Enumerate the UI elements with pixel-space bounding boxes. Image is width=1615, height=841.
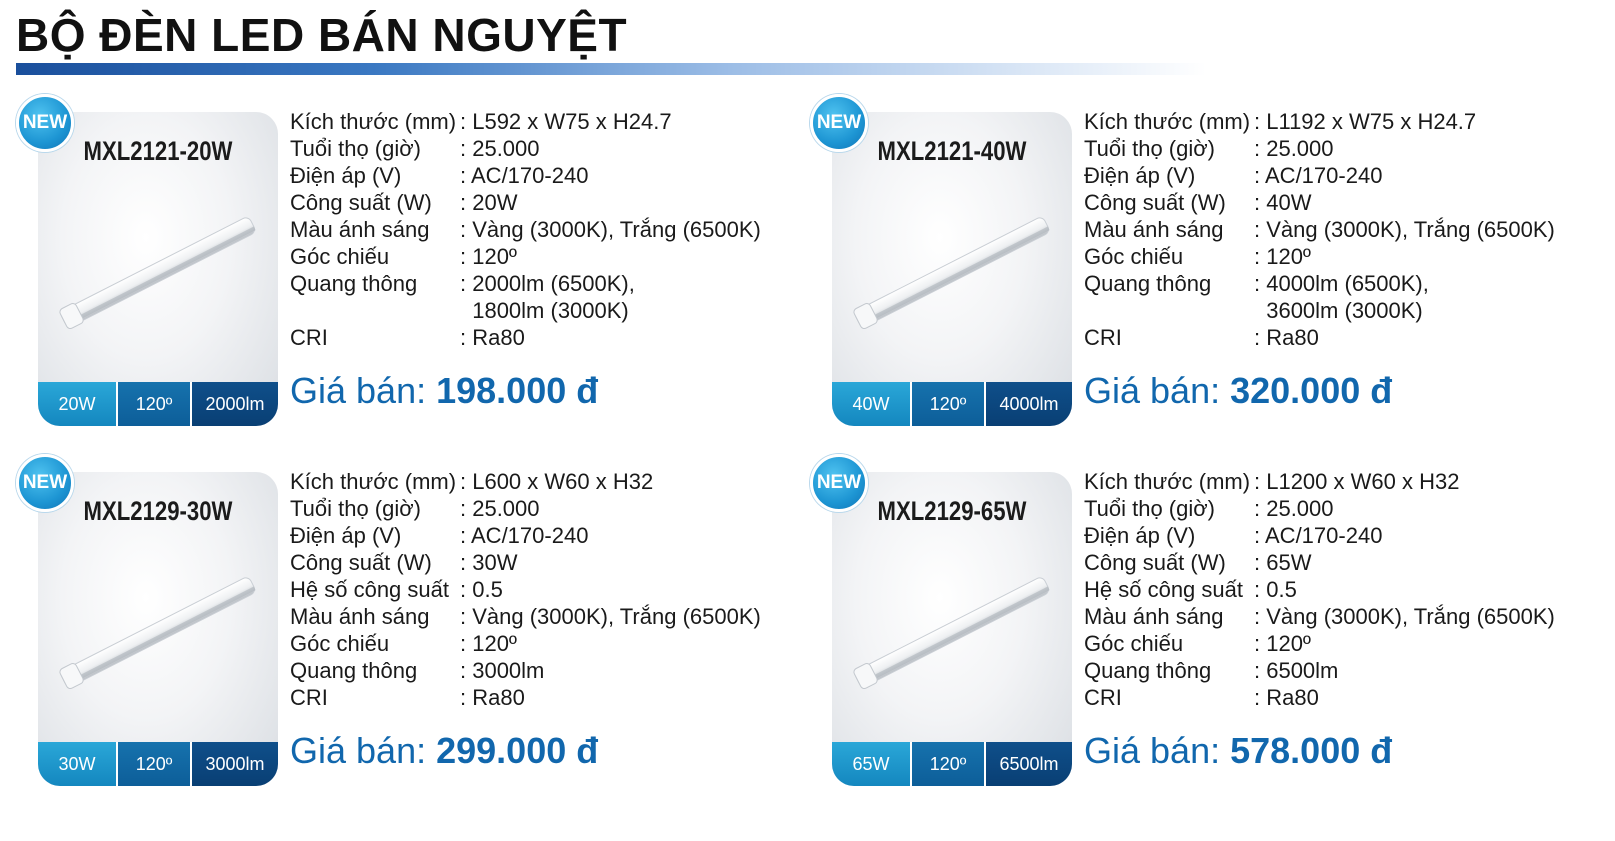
spec-label: Màu ánh sáng [1084, 217, 1224, 242]
spec-label: Tuổi thọ (giờ) [1084, 136, 1215, 161]
led-tube-light-image [842, 197, 1062, 347]
led-tube-light-image [842, 557, 1062, 707]
spec-label: Quang thông [1084, 271, 1212, 296]
title-underline-bar [16, 63, 1206, 75]
strip-wattage: 40W [832, 382, 910, 426]
product-model-name: MXL2121-20W [83, 136, 233, 166]
spec-label: Điện áp (V) [1084, 163, 1196, 188]
spec-row [290, 162, 761, 189]
strip-wattage: 65W [832, 742, 910, 786]
spec-value: : 120º [1254, 244, 1311, 269]
product-model-name: MXL2129-30W [83, 496, 233, 526]
spec-label: Tuổi thọ (giờ) [290, 496, 421, 521]
spec-strip [38, 742, 278, 786]
spec-row [1084, 522, 1555, 549]
spec-row [290, 549, 761, 576]
spec-row [1084, 603, 1555, 630]
spec-row [290, 657, 761, 684]
product-card [810, 454, 1590, 784]
spec-label: CRI [290, 685, 328, 710]
spec-value: : 25.000 [460, 496, 540, 521]
price-amount: 320.000 đ [1230, 370, 1393, 411]
strip-lumen: 2000lm [190, 382, 278, 426]
spec-value: : 3000lm [460, 658, 545, 683]
price-label: Giá bán: [1084, 730, 1221, 771]
spec-label: Công suất (W) [1084, 190, 1226, 215]
spec-label: CRI [1084, 685, 1122, 710]
spec-row [1084, 630, 1555, 657]
spec-list [290, 468, 761, 711]
spec-label: Điện áp (V) [290, 523, 402, 548]
spec-strip [832, 742, 1072, 786]
spec-row [290, 522, 761, 549]
spec-label: CRI [290, 325, 328, 350]
strip-beam-angle: 120º [116, 382, 190, 426]
product-model-name: MXL2129-65W [877, 496, 1027, 526]
spec-value: : L1192 x W75 x H24.7 [1254, 109, 1477, 134]
price-amount: 198.000 đ [436, 370, 599, 411]
product-card [16, 94, 796, 424]
spec-row [290, 468, 761, 495]
spec-row [290, 189, 761, 216]
spec-label: Tuổi thọ (giờ) [290, 136, 421, 161]
spec-label: Quang thông [290, 271, 418, 296]
spec-value: : Ra80 [1254, 325, 1319, 350]
spec-label: Góc chiếu [1084, 244, 1184, 269]
price-line [290, 730, 598, 772]
led-tube-light-image [48, 197, 268, 347]
spec-row [290, 495, 761, 522]
spec-value: : 120º [460, 244, 517, 269]
spec-value: : Ra80 [1254, 685, 1319, 710]
spec-label: Quang thông [1084, 658, 1212, 683]
spec-label: Hệ số công suất [1084, 577, 1243, 602]
spec-value: : AC/170-240 [460, 523, 589, 548]
product-image-card[interactable] [832, 472, 1072, 786]
product-image-card[interactable] [832, 112, 1072, 426]
spec-label: Màu ánh sáng [1084, 604, 1224, 629]
spec-label: Màu ánh sáng [290, 217, 430, 242]
spec-row [1084, 297, 1555, 324]
spec-label: Quang thông [290, 658, 418, 683]
spec-strip [832, 382, 1072, 426]
spec-label: Điện áp (V) [290, 163, 402, 188]
strip-lumen: 3000lm [190, 742, 278, 786]
spec-value: : AC/170-240 [1254, 163, 1383, 188]
spec-row [1084, 189, 1555, 216]
spec-value: : Vàng (3000K), Trắng (6500K) [1254, 217, 1555, 242]
spec-value: : 20W [460, 190, 518, 215]
new-badge: NEW [810, 94, 868, 152]
spec-row [290, 135, 761, 162]
spec-row [1084, 243, 1555, 270]
spec-value: : Ra80 [460, 325, 525, 350]
page-title: BỘ ĐÈN LED BÁN NGUYỆT [16, 9, 628, 61]
spec-row [290, 630, 761, 657]
strip-beam-angle: 120º [116, 742, 190, 786]
spec-row [290, 270, 761, 297]
product-image-card[interactable] [38, 112, 278, 426]
spec-value: : AC/170-240 [1254, 523, 1383, 548]
strip-beam-angle: 120º [910, 742, 984, 786]
spec-label: Góc chiếu [1084, 631, 1184, 656]
spec-label: Kích thước (mm) [290, 109, 457, 134]
price-line [290, 370, 598, 412]
spec-value: : Vàng (3000K), Trắng (6500K) [460, 604, 761, 629]
spec-label [1084, 297, 1254, 324]
spec-row [1084, 324, 1555, 351]
price-line [1084, 730, 1392, 772]
spec-label: Tuổi thọ (giờ) [1084, 496, 1215, 521]
spec-row [1084, 162, 1555, 189]
spec-label: Góc chiếu [290, 244, 390, 269]
new-badge: NEW [16, 94, 74, 152]
spec-value: : L1200 x W60 x H32 [1254, 469, 1460, 494]
spec-row [290, 576, 761, 603]
spec-value: : Vàng (3000K), Trắng (6500K) [460, 217, 761, 242]
spec-row [1084, 216, 1555, 243]
spec-label: Kích thước (mm) [1084, 109, 1251, 134]
spec-row [290, 108, 761, 135]
product-card [16, 454, 796, 784]
spec-value: : L600 x W60 x H32 [460, 469, 654, 494]
spec-value: : 0.5 [1254, 577, 1297, 602]
spec-list [1084, 108, 1555, 351]
spec-value: : 120º [1254, 631, 1311, 656]
strip-beam-angle: 120º [910, 382, 984, 426]
spec-label: CRI [1084, 325, 1122, 350]
product-image-card[interactable] [38, 472, 278, 786]
spec-value: : 6500lm [1254, 658, 1339, 683]
strip-wattage: 20W [38, 382, 116, 426]
price-label: Giá bán: [1084, 370, 1221, 411]
spec-value: : 30W [460, 550, 518, 575]
price-amount: 299.000 đ [436, 730, 599, 771]
spec-row [1084, 135, 1555, 162]
spec-label: Công suất (W) [1084, 550, 1226, 575]
spec-row [1084, 657, 1555, 684]
spec-row [290, 297, 761, 324]
spec-value: : L592 x W75 x H24.7 [460, 109, 672, 134]
spec-row [1084, 576, 1555, 603]
spec-value: 1800lm (3000K) [460, 298, 629, 323]
strip-lumen: 6500lm [984, 742, 1072, 786]
spec-label: Hệ số công suất [290, 577, 449, 602]
strip-lumen: 4000lm [984, 382, 1072, 426]
strip-wattage: 30W [38, 742, 116, 786]
spec-row [290, 216, 761, 243]
spec-value: : 120º [460, 631, 517, 656]
spec-value: : 0.5 [460, 577, 503, 602]
new-badge: NEW [16, 454, 74, 512]
spec-list [290, 108, 761, 351]
spec-list [1084, 468, 1555, 711]
spec-value: : AC/170-240 [460, 163, 589, 188]
spec-row [1084, 270, 1555, 297]
product-model-name: MXL2121-40W [877, 136, 1027, 166]
spec-label: Kích thước (mm) [1084, 469, 1251, 494]
spec-value: : 25.000 [1254, 136, 1334, 161]
price-label: Giá bán: [290, 370, 427, 411]
spec-value: : 25.000 [1254, 496, 1334, 521]
spec-value: 3600lm (3000K) [1254, 298, 1423, 323]
spec-row [290, 684, 761, 711]
spec-label: Góc chiếu [290, 631, 390, 656]
spec-value: : 2000lm (6500K), [460, 271, 635, 296]
spec-value: : 65W [1254, 550, 1312, 575]
spec-row [1084, 495, 1555, 522]
spec-label [290, 297, 460, 324]
spec-label: Điện áp (V) [1084, 523, 1196, 548]
spec-value: : 4000lm (6500K), [1254, 271, 1429, 296]
spec-row [1084, 549, 1555, 576]
product-card [810, 94, 1590, 424]
spec-row [1084, 684, 1555, 711]
spec-label: Màu ánh sáng [290, 604, 430, 629]
spec-label: Công suất (W) [290, 190, 432, 215]
led-tube-light-image [48, 557, 268, 707]
new-badge: NEW [810, 454, 868, 512]
spec-label: Công suất (W) [290, 550, 432, 575]
price-label: Giá bán: [290, 730, 427, 771]
spec-row [290, 603, 761, 630]
spec-row [290, 243, 761, 270]
spec-row [290, 324, 761, 351]
spec-value: : Vàng (3000K), Trắng (6500K) [1254, 604, 1555, 629]
price-line [1084, 370, 1392, 412]
spec-strip [38, 382, 278, 426]
spec-value: : 40W [1254, 190, 1312, 215]
spec-row [1084, 108, 1555, 135]
spec-label: Kích thước (mm) [290, 469, 457, 494]
price-amount: 578.000 đ [1230, 730, 1393, 771]
spec-value: : 25.000 [460, 136, 540, 161]
spec-value: : Ra80 [460, 685, 525, 710]
spec-row [1084, 468, 1555, 495]
